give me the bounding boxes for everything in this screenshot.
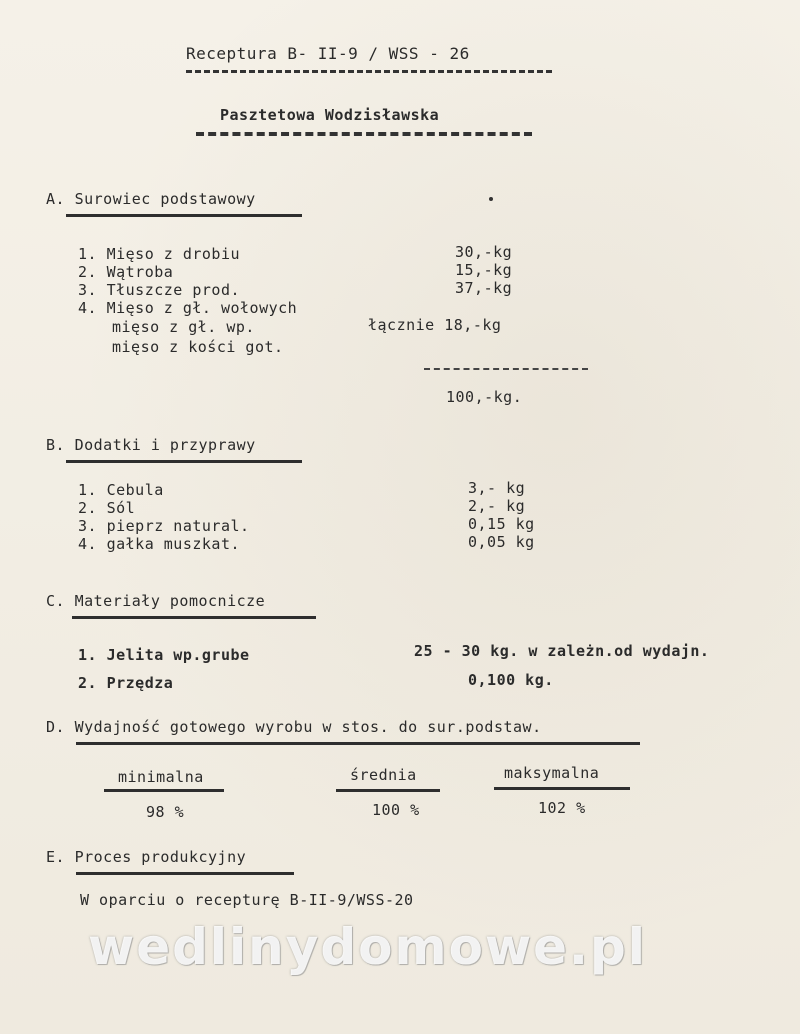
yield-max-underline [494, 787, 630, 790]
yield-max-value: 102 % [538, 799, 586, 817]
section-a-item-2-label: 2. Wątroba [78, 263, 174, 281]
section-c-item-2-label: 2. Przędza [78, 674, 174, 692]
section-c-title: C. Materiały pomocnicze [46, 592, 266, 610]
yield-min-value: 98 % [146, 803, 185, 821]
section-a-item-1-qty: 30,-kg [455, 243, 513, 261]
yield-max-header: maksymalna [504, 764, 600, 782]
watermark: wedlinydomowe.pl [88, 918, 647, 976]
section-b-item-1-label: 1. Cebula [78, 481, 164, 499]
ink-dot [489, 197, 493, 201]
section-c-item-2-qty: 0,100 kg. [468, 671, 554, 689]
section-a-item-4-label: 4. Mięso z gł. wołowych [78, 299, 298, 317]
section-d-underline [76, 742, 640, 745]
section-e-underline [76, 872, 294, 875]
yield-min-header: minimalna [118, 768, 204, 786]
section-e-text: W oparciu o recepturę B-II-9/WSS-20 [80, 891, 414, 909]
section-b-underline [66, 460, 302, 463]
section-b-item-2-label: 2. Sól [78, 499, 136, 517]
section-b-item-3-label: 3. pieprz natural. [78, 517, 250, 535]
yield-avg-value: 100 % [372, 801, 420, 819]
section-b-item-1-qty: 3,- kg [468, 479, 526, 497]
section-a-total: 100,-kg. [446, 388, 523, 406]
section-a-title: A. Surowiec podstawowy [46, 190, 256, 208]
yield-avg-header: średnia [350, 766, 417, 784]
section-a-item-1-label: 1. Mięso z drobiu [78, 245, 241, 263]
section-a-item-3-label: 3. Tłuszcze prod. [78, 281, 241, 299]
total-separator [424, 368, 588, 370]
section-b-item-2-qty: 2,- kg [468, 497, 526, 515]
product-name-underline [196, 132, 532, 136]
product-name: Pasztetowa Wodzisławska [220, 106, 440, 124]
section-b-item-4-qty: 0,05 kg [468, 533, 535, 551]
section-d-title: D. Wydajność gotowego wyrobu w stos. do sur.podstaw. [46, 718, 542, 736]
section-e-title: E. Proces produkcyjny [46, 848, 247, 866]
section-a-item-6-label: mięso z kości got. [112, 338, 284, 356]
section-a-underline [66, 214, 302, 217]
section-b-item-3-qty: 0,15 kg [468, 515, 535, 533]
section-b-item-4-label: 4. gałka muszkat. [78, 535, 241, 553]
recipe-code-underline [186, 70, 552, 73]
recipe-code: Receptura B- II-9 / WSS - 26 [186, 44, 470, 63]
section-a-item-2-qty: 15,-kg [455, 261, 513, 279]
yield-min-underline [104, 789, 224, 792]
section-c-item-1-label: 1. Jelita wp.grube [78, 646, 250, 664]
section-b-title: B. Dodatki i przyprawy [46, 436, 256, 454]
section-a-item-5-label: mięso z gł. wp. [112, 318, 255, 336]
section-a-item-3-qty: 37,-kg [455, 279, 513, 297]
section-c-item-1-qty: 25 - 30 kg. w zależn.od wydajn. [414, 642, 710, 660]
section-a-item-5-qty: łącznie 18,-kg [368, 316, 502, 334]
section-c-underline [72, 616, 316, 619]
yield-avg-underline [336, 789, 440, 792]
